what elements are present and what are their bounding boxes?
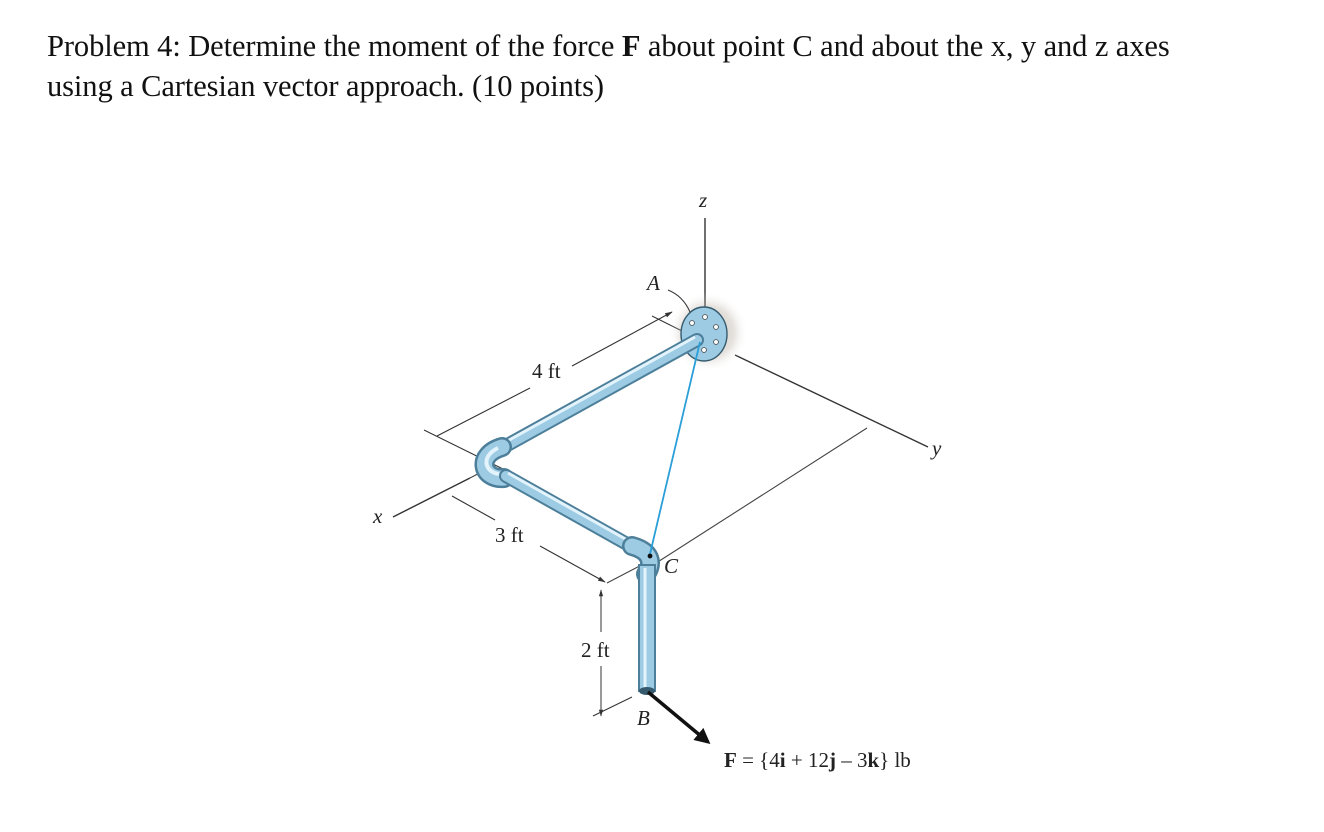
pipe-segment-4ft bbox=[502, 337, 697, 448]
force-eq-part: = {4 bbox=[736, 748, 780, 772]
point-b-label: B bbox=[637, 706, 650, 730]
dim-line-3ft bbox=[452, 496, 495, 520]
force-eq-j: j bbox=[828, 748, 836, 772]
force-arrow bbox=[648, 692, 708, 742]
force-eq-part: – 3 bbox=[835, 748, 868, 772]
point-a-label: A bbox=[647, 271, 660, 295]
force-symbol: F bbox=[621, 29, 641, 63]
dim-label-4ft: 4 ft bbox=[532, 359, 561, 383]
cable-line bbox=[650, 342, 700, 554]
problem-line-2: using a Cartesian vector approach. (10 points) bbox=[47, 69, 604, 103]
x-axis bbox=[393, 478, 470, 517]
z-axis-label: z bbox=[699, 188, 708, 212]
pipe-segment-2ft bbox=[639, 565, 655, 695]
force-eq-part: + 12 bbox=[785, 748, 829, 772]
dim-label-3ft: 3 ft bbox=[495, 523, 524, 547]
point-c-marker bbox=[648, 554, 653, 559]
force-eq-k: k bbox=[867, 748, 880, 772]
force-eq-i: i bbox=[779, 748, 786, 772]
construction-line bbox=[653, 428, 867, 565]
dim-extension bbox=[593, 697, 632, 716]
problem-text-a: Problem 4: Determine the moment of the force bbox=[47, 29, 622, 63]
pipe-segment-3ft bbox=[506, 473, 636, 549]
problem-text-b: about point C and about the x, y and z axes bbox=[640, 29, 1170, 63]
dim-line-4ft bbox=[437, 388, 530, 436]
y-axis-label: y bbox=[932, 436, 942, 460]
force-eq-symbol: F bbox=[724, 748, 737, 772]
force-eq-part: } lb bbox=[879, 748, 911, 772]
dim-label-2ft: 2 ft bbox=[581, 638, 610, 662]
force-equation bbox=[724, 748, 911, 772]
x-axis-label: x bbox=[373, 504, 383, 528]
point-c-label: C bbox=[664, 554, 679, 578]
dim-line-3ft bbox=[540, 546, 605, 582]
y-axis bbox=[735, 355, 928, 447]
